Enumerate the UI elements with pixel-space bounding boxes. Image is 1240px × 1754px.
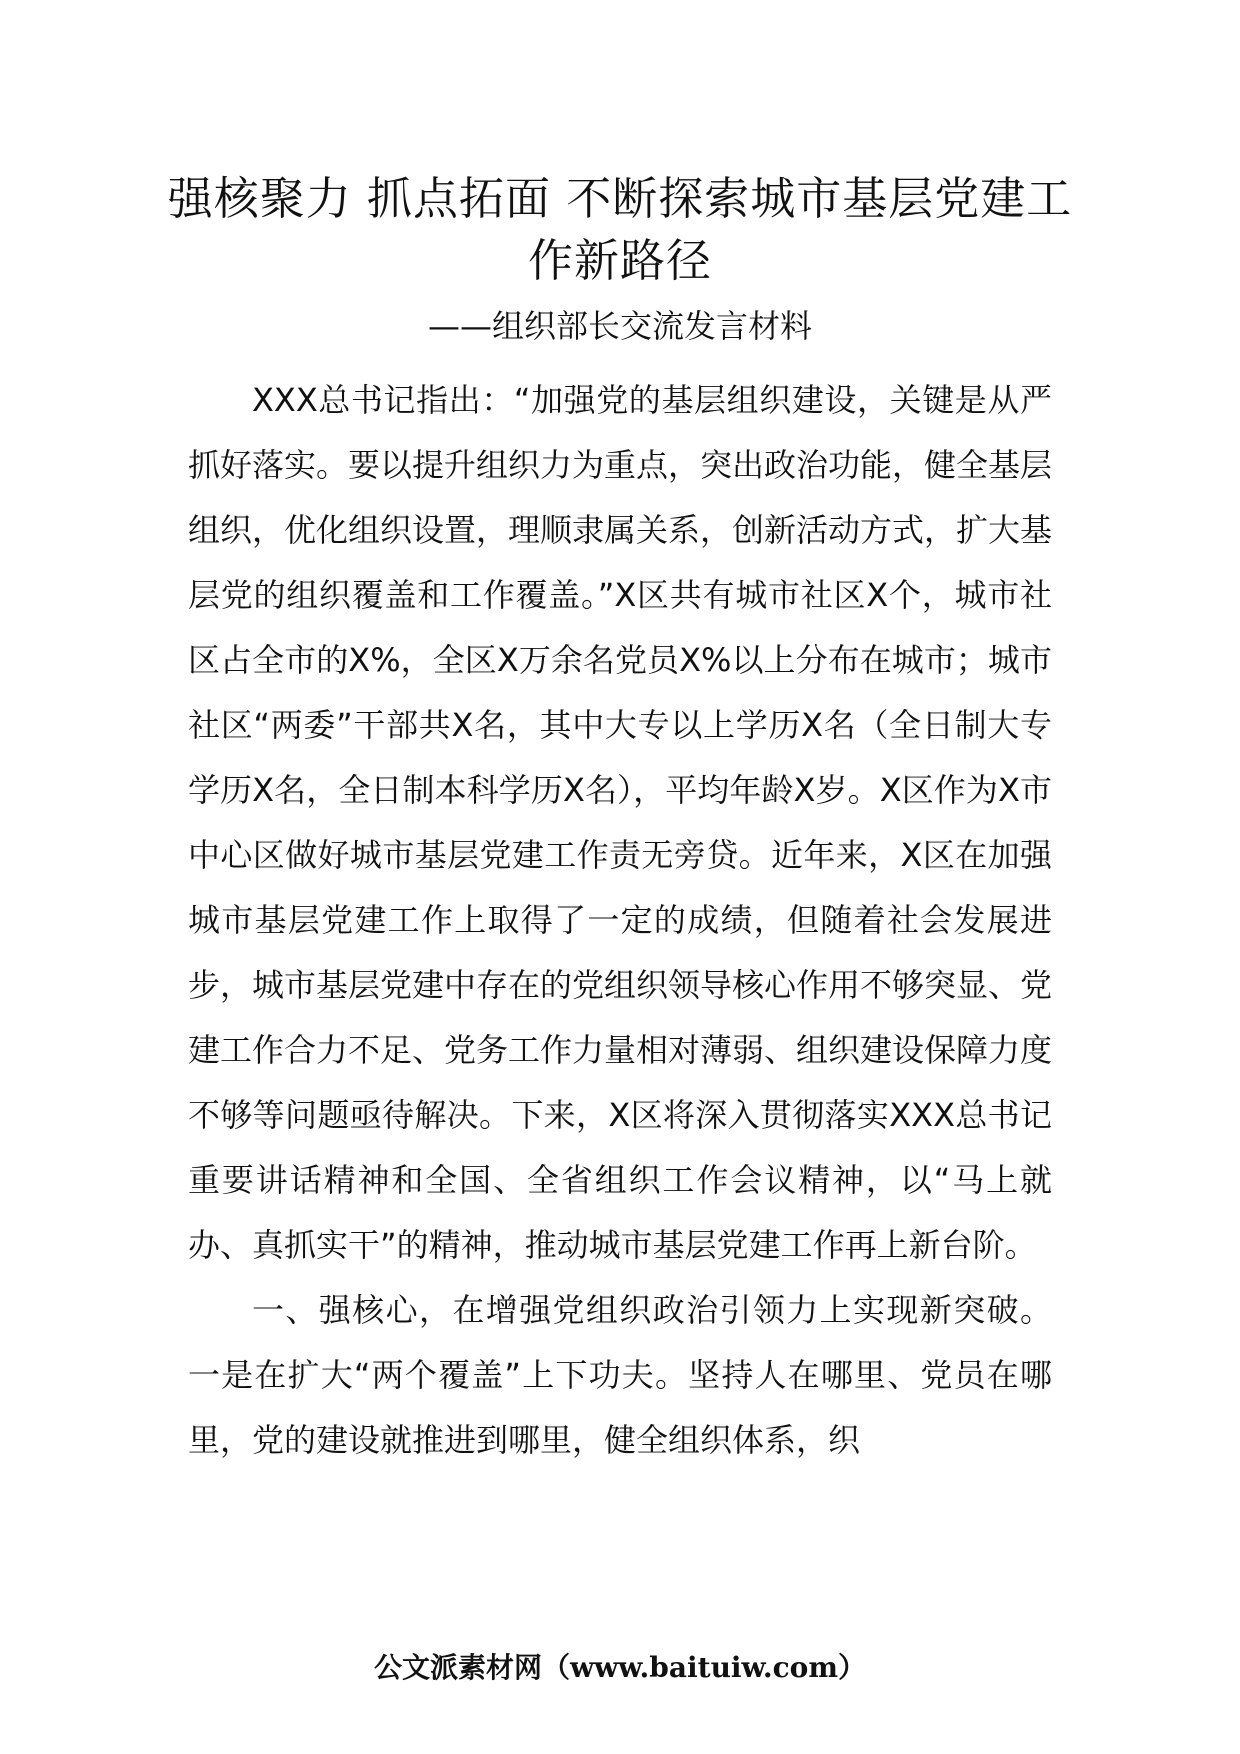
- section-paragraph: [188, 1278, 1052, 1473]
- section-text: 一是在扩大“两个覆盖”上下功夫。坚持人在哪里、党员在哪里，党的建设就推进到哪里，健全组织体系，织: [188, 1356, 1052, 1459]
- footer-watermark: 公文派素材网（www.baituiw.com）: [374, 1651, 866, 1684]
- document-subtitle: ——组织部长交流发言材料: [427, 307, 812, 345]
- body-paragraph: XXX总书记指出：“加强党的基层组织建设，关键是从严抓好落实。要以提升组织力为重点，突出政治功能，健全基层组织，优化组织设置，理顺隶属关系，创新活动方式，扩大基层党的组织覆盖和工作覆盖。”X区共有城市社区X个，城市社区占全市的X%，全区X万余名党员X%以上分布在城市；城市社区“两委”干部共X名，其中大专以上学历X名（全日制大专学历X名，全日制本科学历X名），平均年龄X岁。X区作为X市中心区做好城市基层党建工作责无旁贷。近年来，X区在加强城市基层党建工作上取得了一定的成绩，但随着社会发展进步，城市基层党建中存在的党组织领导核心作用不够突显、党建工作合力不足、党务工作力量相对薄弱、组织建设保障力度不够等问题亟待解决。下来，X区将深入贯彻落实XXX总书记重要讲话精神和全国、全省组织工作会议精神，以“马上就办、真抓实干”的精神，推动城市基层党建工作再上新台阶。: [188, 381, 1053, 1264]
- section-heading: 一、强核心，在增强党组织政治引领力上实现新突破。: [252, 1291, 1052, 1329]
- document-title: 强核聚力 抓点拓面 不断探索城市基层党建工作新路径: [167, 172, 1073, 287]
- document-body: [188, 368, 1052, 1473]
